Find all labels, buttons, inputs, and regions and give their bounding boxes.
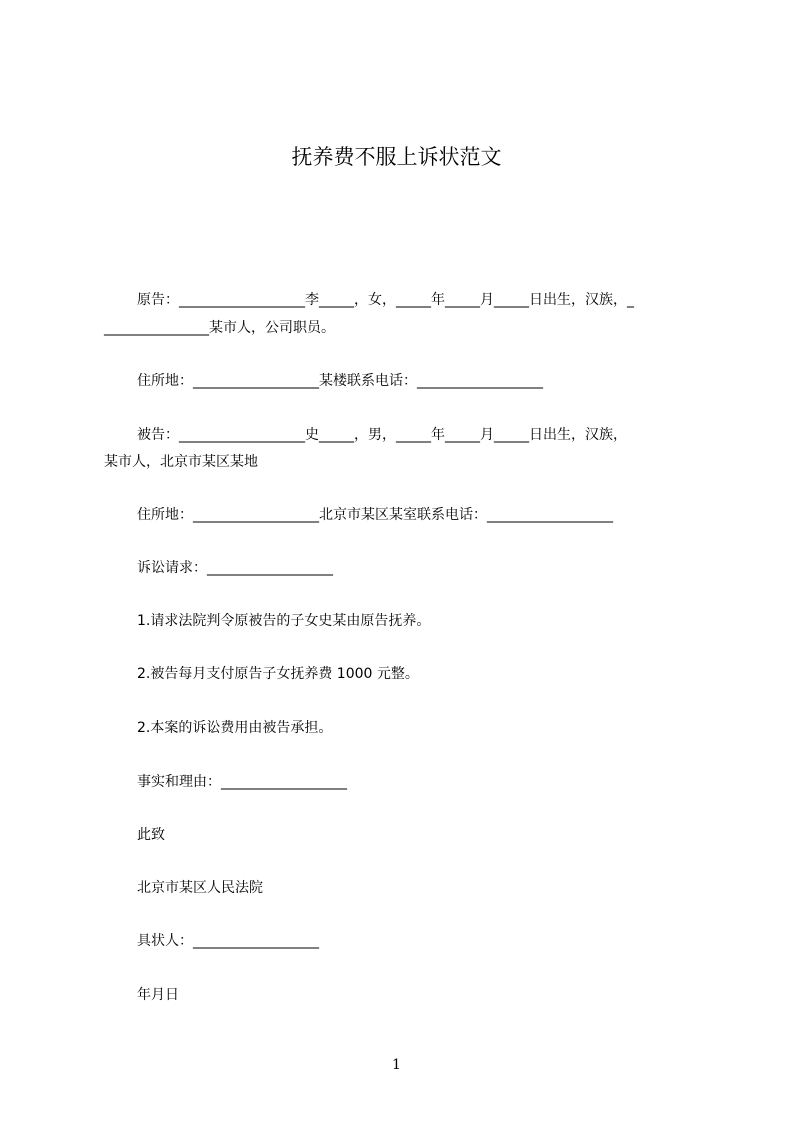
court-name: 北京市某区人民法院 (137, 880, 263, 896)
defendant-line-continued: 某市人，北京市某区某地 (104, 454, 258, 470)
claim-item: 1.请求法院判令原被告的子女史某由原告抚养。 (137, 613, 431, 629)
plaintiff-address-line: 住所地：__________________某楼联系电话：__________________ (137, 373, 543, 389)
plaintiff-line: 原告：__________________李_____，女，_____年_____月_____日出生，汉族，_ (137, 292, 634, 308)
salutation: 此致 (137, 827, 165, 843)
defendant-address-line: 住所地：__________________北京市某区某室联系电话：__________________ (137, 507, 613, 523)
page-number: 1 (392, 1057, 401, 1073)
plaintiff-line-continued: _______________某市人，公司职员。 (104, 320, 335, 336)
signer-line: 具状人：__________________ (137, 933, 319, 949)
claim-item: 2.被告每月支付原告子女抚养费 1000 元整。 (137, 666, 419, 682)
date-line: 年月日 (137, 987, 179, 1003)
claims-heading: 诉讼请求：__________________ (137, 560, 333, 576)
defendant-line: 被告：__________________史_____，男，_____年_____月_____日出生，汉族， (137, 427, 627, 443)
document-title: 抚养费不服上诉状范文 (291, 145, 502, 169)
facts-heading: 事实和理由：__________________ (137, 774, 347, 790)
claim-item: 2.本案的诉讼费用由被告承担。 (137, 720, 333, 736)
